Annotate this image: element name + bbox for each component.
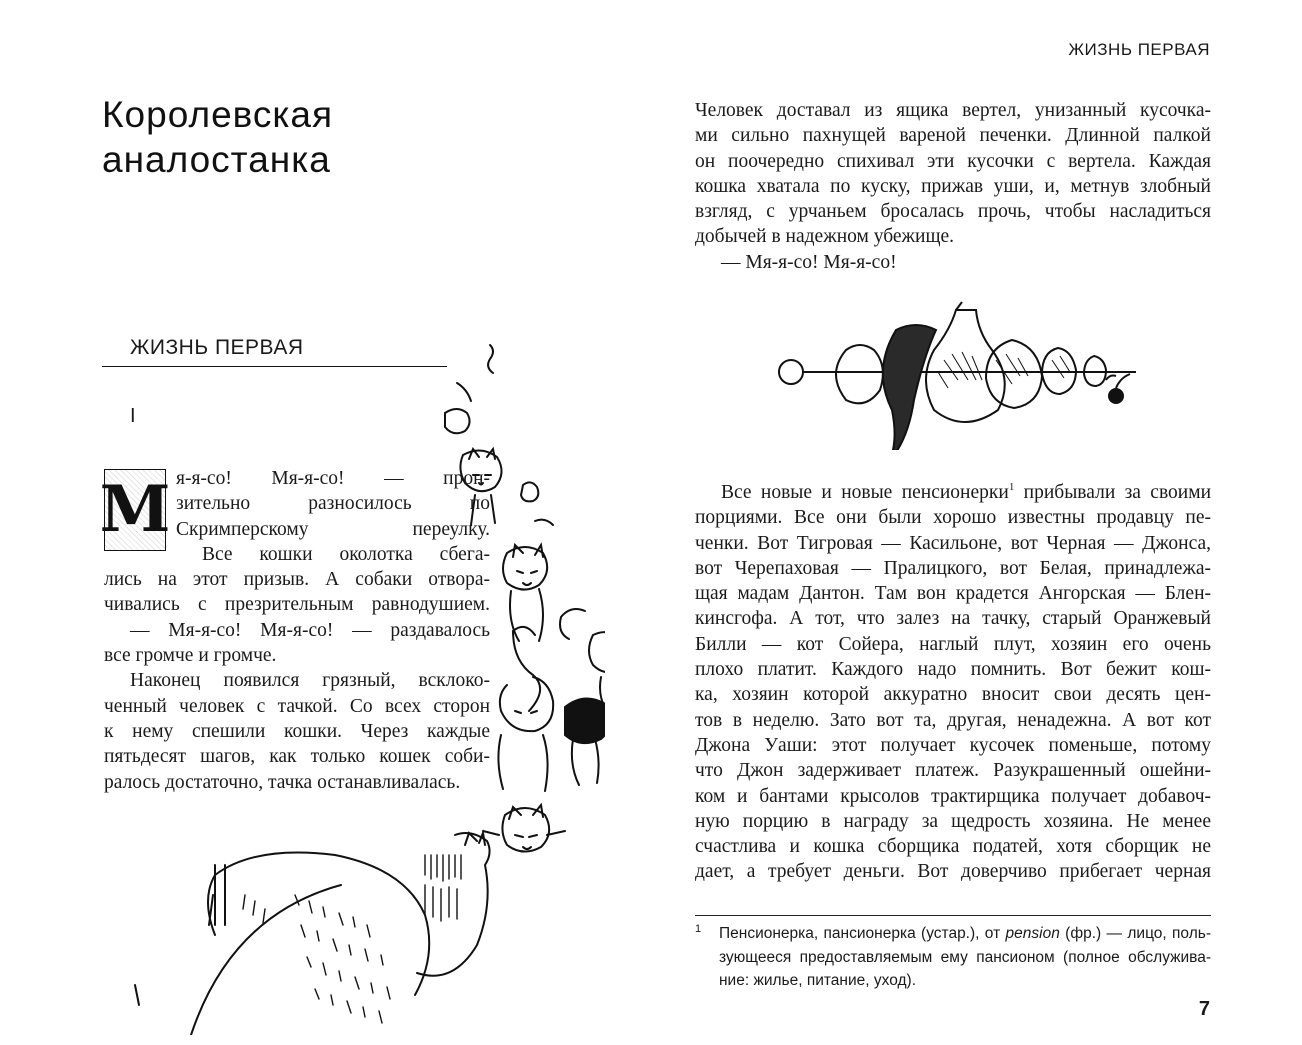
text-line: Все кошки околотка сбега- <box>202 543 490 565</box>
right-page <box>651 0 1302 1045</box>
text-line <box>695 480 1211 505</box>
text-line: ралось достаточно, тачка останавливалась. <box>104 771 461 793</box>
text-line: к нему спешили кошки. Через каждые <box>104 720 490 742</box>
text-block-bottom <box>695 480 1211 885</box>
footnote-line <box>719 922 1211 946</box>
text-line: дает, а требует деньги. Вот доверчиво прибегает черная <box>695 861 1211 883</box>
chapter-title-line-1: Королевская <box>102 94 333 135</box>
text-line: все громче и громче. <box>104 645 277 667</box>
footnote <box>695 922 1211 993</box>
text-line: плохо платит. Каждого надо помнить. Вот бежит кош- <box>695 659 1211 681</box>
footnote-divider <box>695 915 1211 916</box>
text-line: счастлива и кошка сборщика податей, хотя сборщик не <box>695 836 1211 858</box>
text-line: Билли — кот Сойера, наглый плут, хозяин его очень <box>695 633 1211 655</box>
text-line: Человек доставал из ящика вертел, унизанный кусочка- <box>695 100 1211 121</box>
section-heading-text: ЖИЗНЬ ПЕРВАЯ <box>130 336 304 359</box>
text-line: щая мадам Дантон. Там вон крадется Ангорская — Блен- <box>695 583 1211 605</box>
text-line: Наконец появился грязный, всклоко- <box>130 670 490 692</box>
text-line: ка, хозяин которой аккуратно вносит свои десять цен- <box>695 684 1211 706</box>
text-line: ную порцию в награду за щедрость хозяина. Не менее <box>695 810 1211 832</box>
text-line: я-я-со! Мя-я-со! — прон- <box>176 468 490 489</box>
chapter-title <box>102 92 333 182</box>
text-line: Скримперскому переулку. <box>176 518 490 540</box>
text-line: зительно разносилось по <box>176 493 490 515</box>
text-fragment: Пенсионерка, пансионерка (устар.), от <box>719 925 1006 942</box>
text-line: Джона Уаши: этот получает кусочек поменьше, потому <box>695 734 1211 756</box>
footnote-body <box>719 922 1211 993</box>
text-line: чивались с презрительным равнодушием. <box>104 594 490 616</box>
drop-cap <box>99 469 171 551</box>
text-line: ченный человек с тачкой. Со всех сторон <box>104 695 490 717</box>
text-line: кинсгофа. А тот, что залез на тачку, старый Оранжевый <box>695 608 1211 630</box>
drop-cap-letter: М <box>99 472 171 547</box>
text-line: лись на этот призыв. А собаки отвора- <box>104 569 490 591</box>
text-line: добычей в надежном убежище. <box>695 226 954 248</box>
page-number: 7 <box>1198 998 1210 1020</box>
text-line: ком и бантами крысолов трактирщика получает добавоч- <box>695 785 1211 807</box>
footnote-line: ние: жилье, питание, уход). <box>719 972 916 989</box>
skewer-illustration <box>776 300 1146 450</box>
text-line: что Джон задерживает платеж. Разукрашенный ошейни- <box>695 760 1211 782</box>
text-fragment: Все новые и новые пенсионерки <box>721 482 1009 503</box>
footnote-line: зующееся предоставляемым ему пансионом (полное обслужива- <box>719 948 1211 966</box>
text-block-top <box>695 98 1211 275</box>
text-line: — Мя-я-со! Мя-я-со! <box>721 251 897 273</box>
foreign-word: pension <box>1005 925 1060 942</box>
text-line: тов в неделю. Зато вот та, другая, ненадежна. А вот кот <box>695 709 1211 731</box>
text-line: порциями. Все они были хорошо известны продавцу пе- <box>695 507 1211 529</box>
chapter-title-line-2: аналостанка <box>102 139 331 180</box>
text-line: вот Черепаховая — Пралицкого, вот Белая, принадлежа- <box>695 557 1211 579</box>
text-line: ченки. Вот Тигровая — Касильоне, вот Черная — Джонса, <box>695 532 1211 554</box>
text-line: пятьдесят шагов, как только кошек соби- <box>104 746 490 768</box>
text-line: взгляд, с урчаньем бросалась прочь, чтобы насладиться <box>695 201 1211 223</box>
text-line: кошка хватала по куску, прижав уши, и, метнув злобный <box>695 175 1211 197</box>
text-line: ми сильно пахнущей вареной печенки. Длинной палкой <box>695 125 1211 147</box>
running-head: ЖИЗНЬ ПЕРВАЯ <box>1068 40 1210 59</box>
footnote-reference[interactable]: 1 <box>1008 481 1015 493</box>
text-fragment: (фр.) — лицо, поль- <box>1059 925 1211 942</box>
section-number: I <box>130 405 136 427</box>
opening-text <box>99 466 490 795</box>
text-line: — Мя-я-со! Мя-я-со! — раздавалось <box>130 619 490 641</box>
footnote-number: 1 <box>695 923 702 935</box>
text-fragment: прибывали за своими <box>1014 482 1211 503</box>
text-line: он поочередно спихивал эти кусочки с вертела. Каждая <box>695 150 1211 172</box>
